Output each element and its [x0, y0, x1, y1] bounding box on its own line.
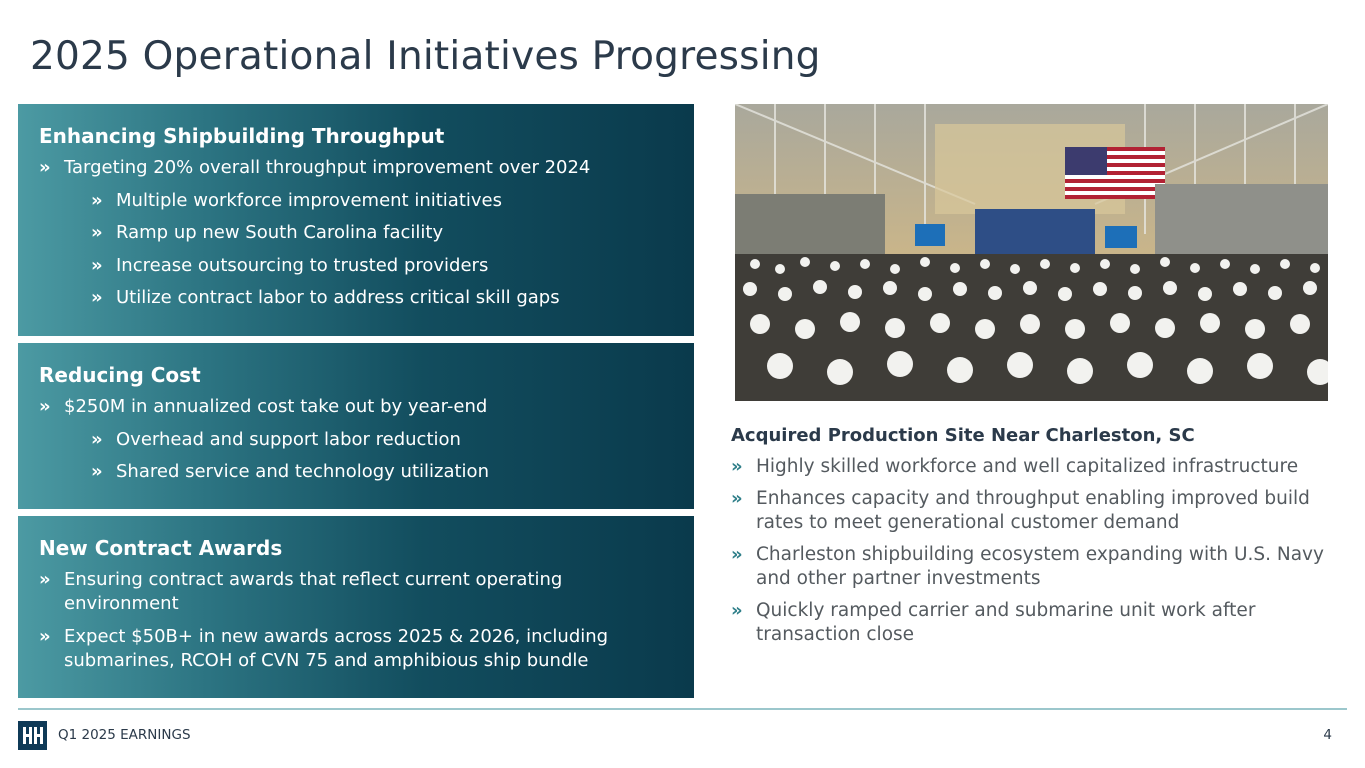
- chevron-bullet-icon: »: [39, 569, 51, 590]
- panel-heading: Reducing Cost: [39, 363, 201, 387]
- site-bullet-item: [731, 455, 1331, 479]
- site-bullet-item: [731, 599, 1331, 647]
- site-bullet-list: [731, 455, 1331, 655]
- bullet-text: Ramp up new South Carolina facility: [116, 222, 444, 243]
- bullet-text: Highly skilled workforce and well capitalized infrastructure: [756, 456, 1299, 477]
- site-heading: Acquired Production Site Near Charleston, SC: [731, 425, 1195, 446]
- chevron-bullet-icon: »: [39, 396, 51, 417]
- chevron-bullet-icon: »: [91, 287, 103, 308]
- panel-contracts: [18, 516, 694, 698]
- chevron-bullet-icon: »: [91, 461, 103, 482]
- chevron-bullet-icon: »: [91, 222, 103, 243]
- bullet-text: Utilize contract labor to address critical skill gaps: [116, 287, 560, 308]
- facility-photo: [735, 104, 1328, 401]
- panel-heading: New Contract Awards: [39, 536, 283, 560]
- bullet-item: [39, 156, 674, 180]
- site-bullet-item: [731, 543, 1331, 591]
- sub-bullet-item: [91, 286, 674, 310]
- sub-bullet-item: [91, 189, 674, 213]
- chevron-bullet-icon: »: [39, 157, 51, 178]
- panel-cost: [18, 343, 694, 509]
- chevron-bullet-icon: »: [91, 254, 103, 276]
- footer-label: Q1 2025 EARNINGS: [58, 727, 191, 743]
- bullet-item: [39, 625, 674, 673]
- bullet-item: [39, 395, 674, 419]
- bullet-text: Ensuring contract awards that reflect current operating environment: [64, 569, 563, 614]
- panel-heading: Enhancing Shipbuilding Throughput: [39, 124, 445, 148]
- sub-bullet-item: [91, 221, 674, 245]
- bullet-text: $250M in annualized cost take out by year-end: [64, 396, 488, 417]
- bullet-text: Increase outsourcing to trusted providers: [116, 254, 489, 276]
- bullet-text: Multiple workforce improvement initiatives: [116, 189, 502, 211]
- bullet-text: Targeting 20% overall throughput improvement over 2024: [64, 157, 591, 178]
- bullet-text: Overhead and support labor reduction: [116, 428, 461, 450]
- bullet-text: Charleston shipbuilding ecosystem expanding with U.S. Navy and other partner investments: [756, 544, 1324, 589]
- sub-bullet-item: [91, 460, 674, 484]
- footer-divider: [18, 708, 1347, 710]
- bullet-text: Shared service and technology utilization: [116, 461, 489, 482]
- hii-logo-icon: [18, 721, 47, 750]
- page-number: 4: [1323, 727, 1332, 743]
- chevron-bullet-icon: »: [731, 488, 743, 509]
- slide-title: 2025 Operational Initiatives Progressing: [30, 34, 821, 79]
- chevron-bullet-icon: »: [731, 600, 743, 621]
- chevron-bullet-icon: »: [91, 189, 103, 211]
- site-bullet-item: [731, 487, 1331, 535]
- bullet-item: [39, 568, 674, 616]
- chevron-bullet-icon: »: [91, 428, 103, 450]
- bullet-text: Enhances capacity and throughput enabling improved build rates to meet generational customer demand: [756, 488, 1310, 533]
- bullet-text: Expect $50B+ in new awards across 2025 & 2026, including submarines, RCOH of CVN 75 and amphibious ship bundle: [64, 625, 609, 671]
- chevron-bullet-icon: »: [731, 456, 743, 477]
- bullet-text: Quickly ramped carrier and submarine unit work after transaction close: [756, 600, 1256, 645]
- panel-throughput: [18, 104, 694, 336]
- chevron-bullet-icon: »: [731, 544, 743, 565]
- chevron-bullet-icon: »: [39, 625, 51, 647]
- sub-bullet-item: [91, 254, 674, 278]
- flag-icon: [1065, 147, 1165, 199]
- sub-bullet-item: [91, 428, 674, 452]
